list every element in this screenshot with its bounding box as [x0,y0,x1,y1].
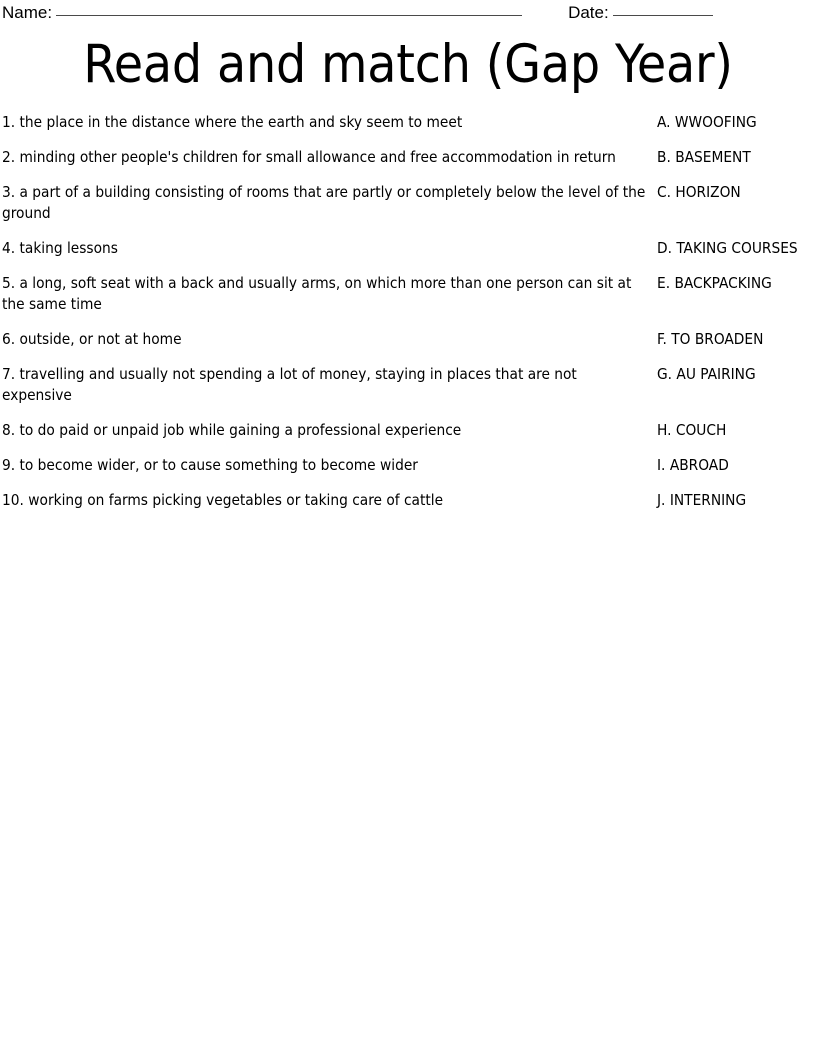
answer-cell [657,329,816,350]
prompt-cell [2,364,657,406]
prompt-number: 7. [2,365,16,383]
answer-cell [657,420,816,441]
answer-letter: C. [657,183,671,201]
page-title: Read and match (Gap Year) [83,34,733,95]
prompt-number: 6. [2,330,16,348]
prompt-text: to do paid or unpaid job while gaining a professional experience [19,421,462,439]
answer-cell [657,112,816,133]
match-row [2,147,816,168]
prompt-number: 8. [2,421,16,439]
prompt-cell [2,238,657,259]
match-list [0,112,816,511]
answer-cell [657,364,816,385]
match-row [2,182,816,224]
answer-letter: I. [657,456,666,474]
answer-cell [657,238,816,259]
name-label: Name: [2,3,53,22]
answer-text: WWOOFING [674,113,757,131]
match-row [2,420,816,441]
match-row [2,329,816,350]
prompt-cell [2,420,657,441]
name-date-row [0,0,816,26]
prompt-text: working on farms picking vegetables or taking care of cattle [28,491,444,509]
answer-letter: D. [657,239,672,257]
answer-text: COUCH [675,421,727,439]
answer-letter: H. [657,421,672,439]
match-row [2,273,816,315]
answer-letter: A. [657,113,671,131]
answer-cell [657,273,816,294]
prompt-number: 3. [2,183,16,201]
answer-text: AU PAIRING [676,365,756,383]
prompt-text: travelling and usually not spending a lot of money, staying in places that are not expensive [2,365,577,404]
prompt-cell [2,112,657,133]
prompt-text: minding other people's children for small allowance and free accommodation in return [19,148,616,166]
name-input-line[interactable] [56,0,522,16]
answer-text: BASEMENT [675,148,751,166]
prompt-text: to become wider, or to cause something to become wider [19,456,418,474]
answer-letter: F. [657,330,667,348]
answer-cell [657,182,816,203]
answer-text: BACKPACKING [674,274,772,292]
prompt-number: 5. [2,274,16,292]
date-label: Date: [568,3,609,22]
answer-text: HORIZON [675,183,741,201]
prompt-cell [2,329,657,350]
answer-cell [657,147,816,168]
answer-letter: G. [657,365,673,383]
prompt-number: 1. [2,113,16,131]
prompt-text: taking lessons [19,239,118,257]
match-row [2,238,816,259]
prompt-number: 2. [2,148,16,166]
match-row [2,364,816,406]
answer-cell [657,490,816,511]
prompt-cell [2,147,657,168]
answer-letter: B. [657,148,671,166]
prompt-text: a long, soft seat with a back and usually arms, on which more than one person can sit at the same time [2,274,632,313]
match-row [2,490,816,511]
prompt-number: 4. [2,239,16,257]
prompt-text: a part of a building consisting of rooms that are partly or completely below the level of the ground [2,183,646,222]
prompt-cell [2,182,657,224]
match-row [2,455,816,476]
answer-text: TAKING COURSES [676,239,798,257]
match-row [2,112,816,133]
prompt-text: the place in the distance where the earth and sky seem to meet [19,113,463,131]
answer-cell [657,455,816,476]
prompt-cell [2,273,657,315]
prompt-cell [2,490,657,511]
prompt-text: outside, or not at home [19,330,182,348]
answer-text: ABROAD [669,456,729,474]
answer-text: INTERNING [669,491,747,509]
date-input-line[interactable] [613,0,713,16]
answer-letter: J. [657,491,666,509]
prompt-cell [2,455,657,476]
answer-letter: E. [657,274,671,292]
prompt-number: 9. [2,456,16,474]
prompt-number: 10. [2,491,24,509]
answer-text: TO BROADEN [671,330,764,348]
